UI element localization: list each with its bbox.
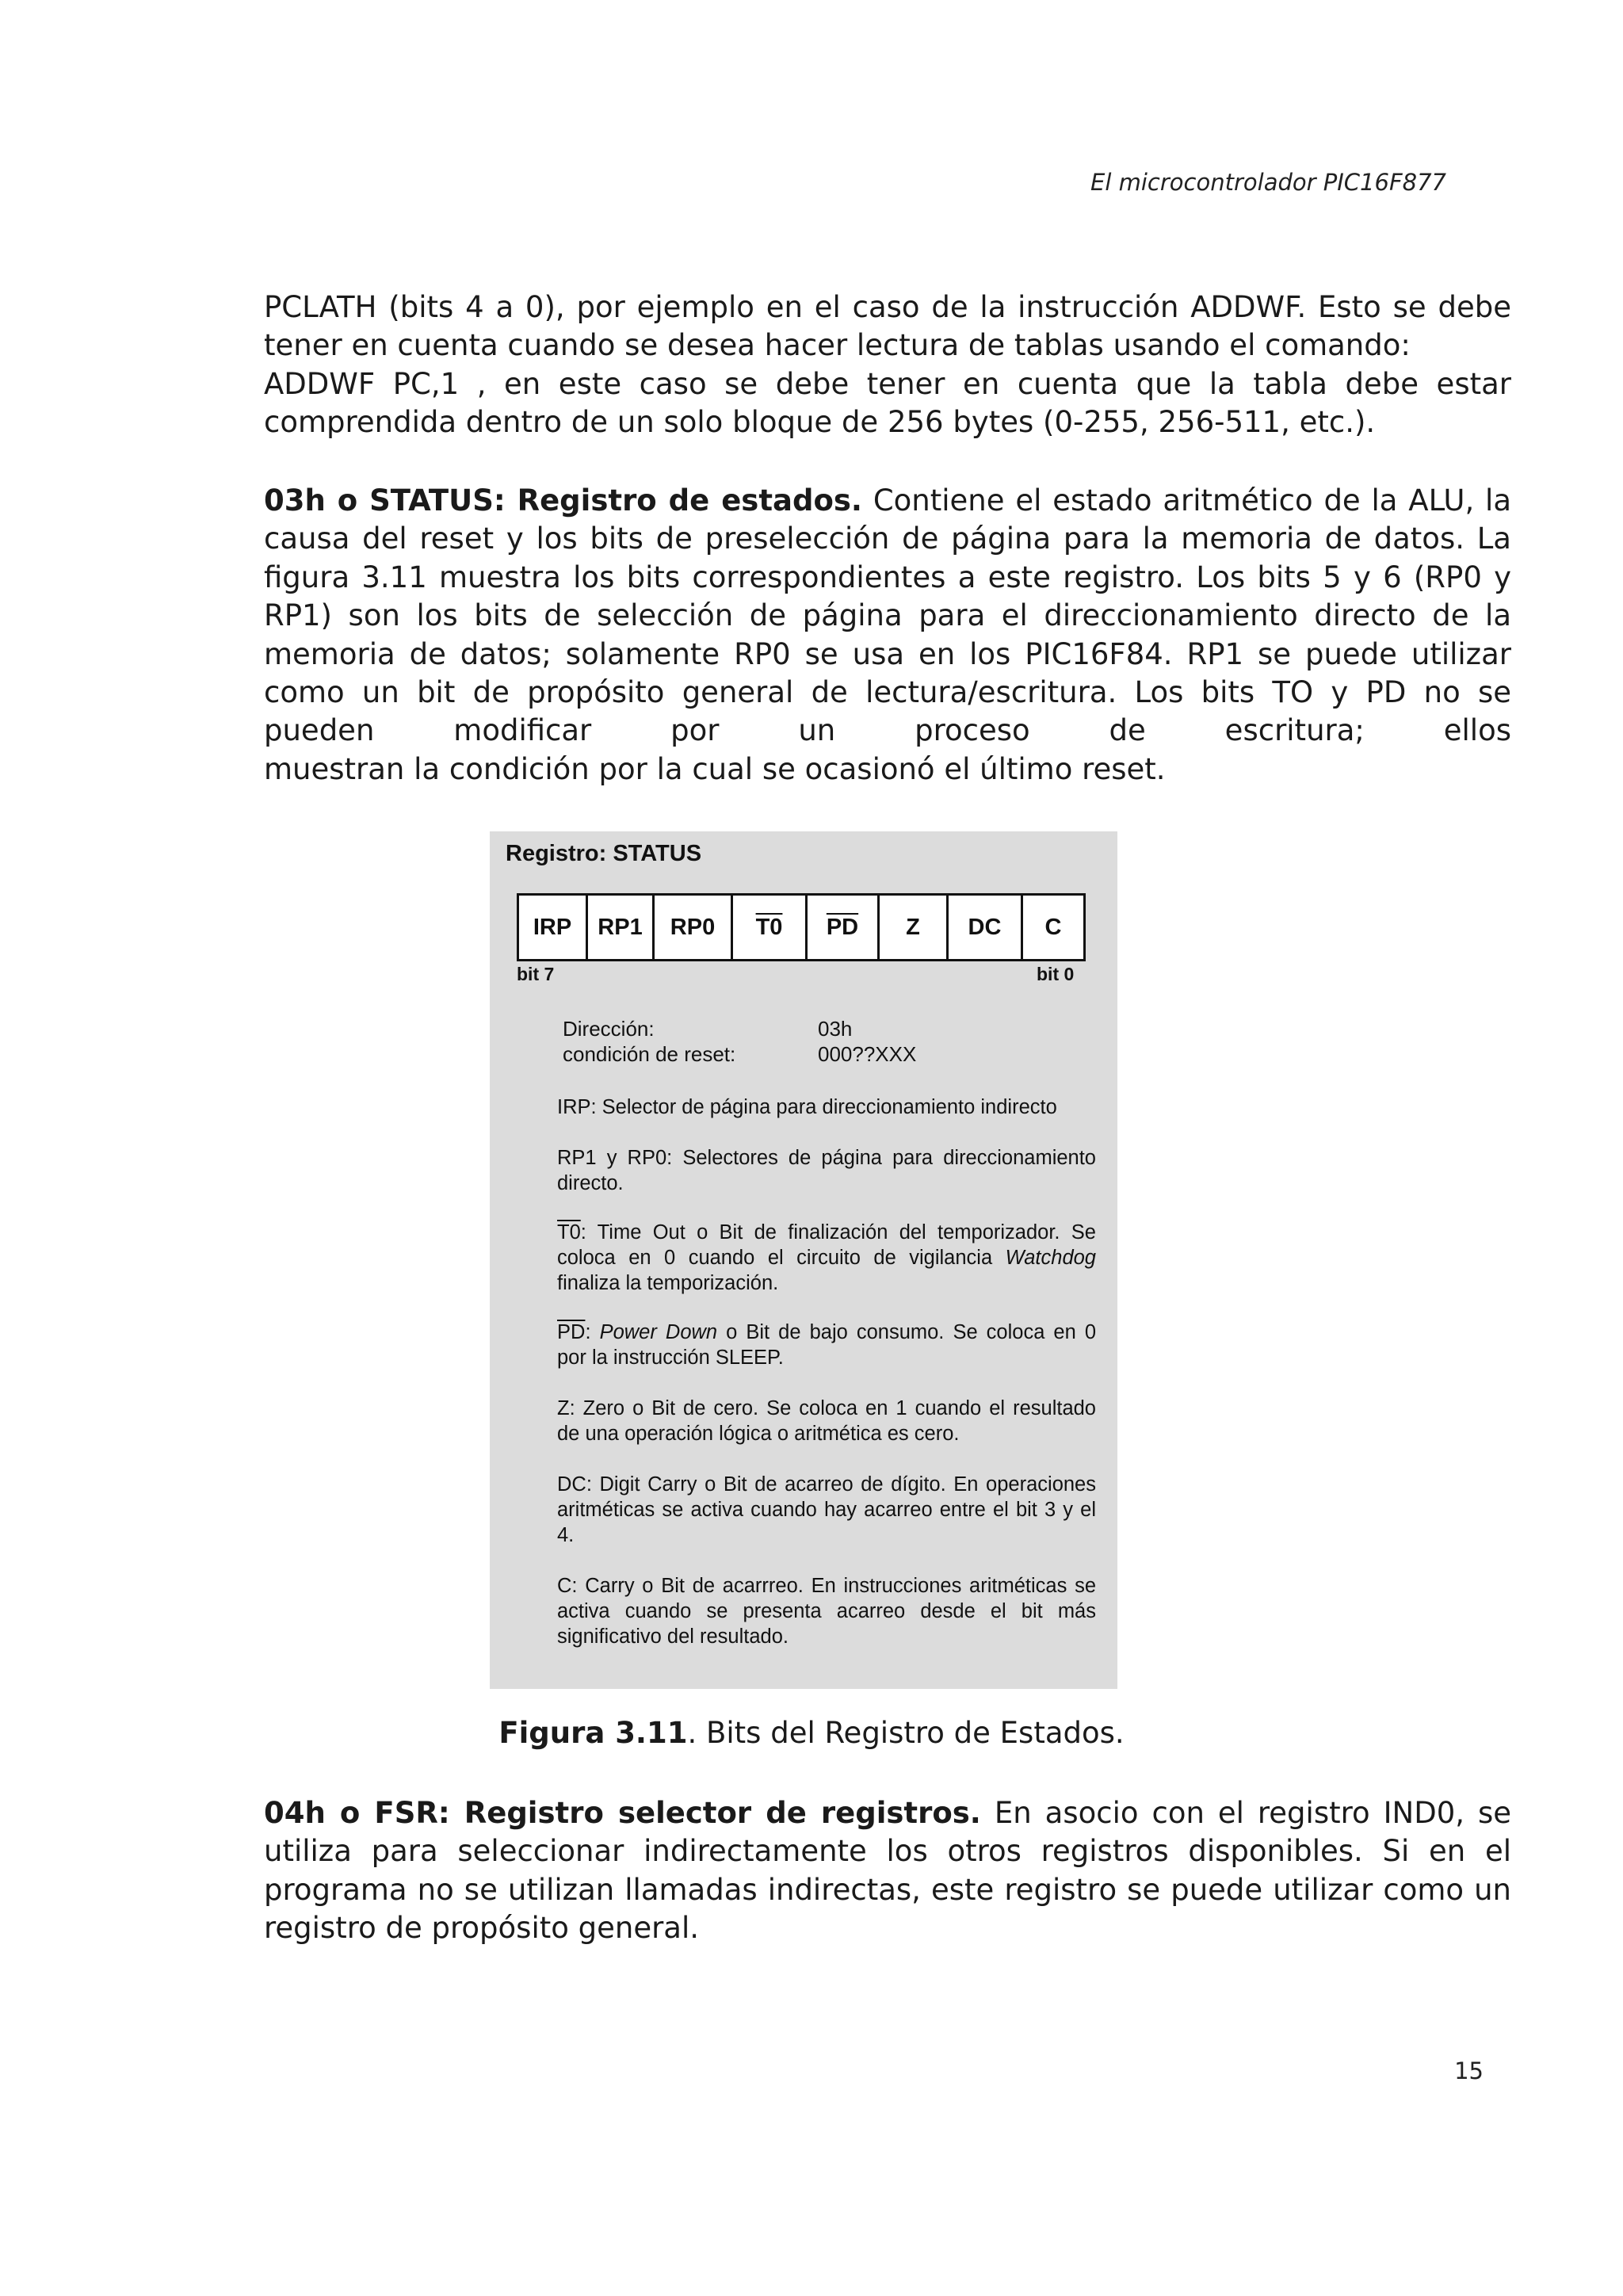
bit-cell-rp0: RP0 — [655, 896, 733, 959]
bit-cell-dc: DC — [949, 896, 1023, 959]
reset-value: 000??XXX — [818, 1042, 917, 1066]
desc-t0-end: finaliza la temporización. — [557, 1272, 779, 1294]
desc-t0-name: T0 — [557, 1221, 581, 1244]
bit-low-label: bit 0 — [1037, 964, 1075, 984]
bit-cell-z: Z — [880, 896, 949, 959]
desc-pd-text: o Bit de bajo consumo. Se coloca en 0 por la instrucción SLEEP. — [557, 1321, 1097, 1369]
paragraph-line: PCLATH (bits 4 a 0), por ejemplo en el caso de la instrucción ADDWF. Esto se debe — [264, 290, 1511, 324]
desc-t0-text: : Time Out o Bit de finalización del temporizador. Se coloca en 0 cuando el circuito de vigilancia — [557, 1221, 1096, 1269]
paragraph-status — [264, 482, 1511, 789]
page-number: 15 — [1454, 2057, 1484, 2084]
address-row — [563, 1017, 853, 1041]
desc-t0 — [557, 1220, 1096, 1296]
section-heading: 04h o FSR: Registro selector de registros. — [264, 1796, 981, 1830]
paragraph-line: comprendida dentro de un solo bloque de 256 bytes (0-255, 256-511, etc.). — [264, 405, 1376, 440]
desc-z: Z: Zero o Bit de cero. Se coloca en 1 cuando el resultado de una operación lógica o aritmética es cero. — [557, 1397, 1096, 1445]
bit-cell-c: C — [1044, 914, 1062, 940]
paragraph-fsr — [264, 1794, 1511, 1948]
desc-pd — [557, 1320, 1096, 1370]
bit-cell-rp1: RP1 — [588, 896, 655, 959]
paragraph-line: tener en cuenta cuando se desea hacer lectura de tablas usando el comando: — [264, 328, 1411, 363]
section-heading: 03h o STATUS: Registro de estados. — [264, 483, 862, 518]
desc-t0-italic: Watchdog — [1005, 1247, 1096, 1269]
paragraph-last-line: registro de propósito general. — [264, 1911, 700, 1946]
desc-irp: IRP: Selector de página para direccionamiento indirecto — [557, 1096, 1057, 1118]
paragraph-body: Contiene el estado aritmético de la ALU, la causa del reset y los bits de preselección de página para la memoria de datos. La figura 3.11 muestra los bits correspondientes a este registro. Los bits 5 y 6 (RP0 y RP1) son los bits de selección de página para el direccionamiento directo de la memoria de datos; solamente RP0 se usa en los PIC16F84. RP1 se puede utilizar como un bit de propósito general de lectura/escritura. Los bits TO y PD no se pueden modificar por un proceso de escritura; ellos — [264, 483, 1512, 748]
address-value: 03h — [818, 1017, 853, 1041]
figure-title: Registro: STATUS — [506, 841, 702, 866]
desc-pd-name: $\overline{PD}$ — [557, 1321, 586, 1343]
desc-dc: DC: Digit Carry o Bit de acarreo de dígito. En operaciones aritméticas se activa cuando hay acarreo entre el bit 3 y el 4. — [557, 1473, 1096, 1546]
address-label: Dirección: — [563, 1017, 655, 1041]
running-header: El microcontrolador PIC16F877 — [1090, 169, 1446, 196]
bit-cell-pd-text: $\overline{PD}$ — [826, 914, 859, 940]
bit-cell-pd — [808, 896, 880, 959]
paragraph-body: En asocio con el registro IND0, se utiliza para seleccionar indirectamente los otros registros disponibles. Si en el programa no se utilizan llamadas indirectas, este registro se puede utilizar como un — [264, 1796, 1512, 1907]
desc-pd-colon: : — [585, 1321, 600, 1343]
desc-pd-italic: Power Down — [599, 1321, 718, 1343]
reset-row — [563, 1042, 917, 1067]
bit-cell-t0-text: T0 — [755, 914, 783, 940]
bit-high-label: bit 7 — [517, 964, 555, 984]
desc-rp: RP1 y RP0: Selectores de página para direccionamiento directo. — [557, 1147, 1096, 1194]
paragraph-pclath — [264, 288, 1511, 442]
caption-text: . Bits del Registro de Estados. — [687, 1716, 1125, 1750]
reset-label: condición de reset: — [563, 1042, 736, 1066]
bit-cell-irp: IRP — [519, 896, 588, 959]
paragraph-line: ADDWF PC,1 , en este caso se debe tener en cuenta que la tabla debe estar — [264, 366, 1511, 401]
figure-caption — [0, 1716, 1623, 1750]
paragraph-last-line: muestran la condición por la cual se ocasionó el último reset. — [264, 751, 1166, 786]
status-register-figure — [490, 831, 1117, 1689]
register-bit-table — [517, 893, 1086, 961]
bit-cell-t0 — [733, 896, 808, 959]
caption-label: Figura 3.11 — [498, 1716, 688, 1750]
desc-c: C: Carry o Bit de acarrreo. En instrucciones aritméticas se activa cuando se presenta acarreo desde el bit más significativo del resultado. — [557, 1575, 1096, 1648]
